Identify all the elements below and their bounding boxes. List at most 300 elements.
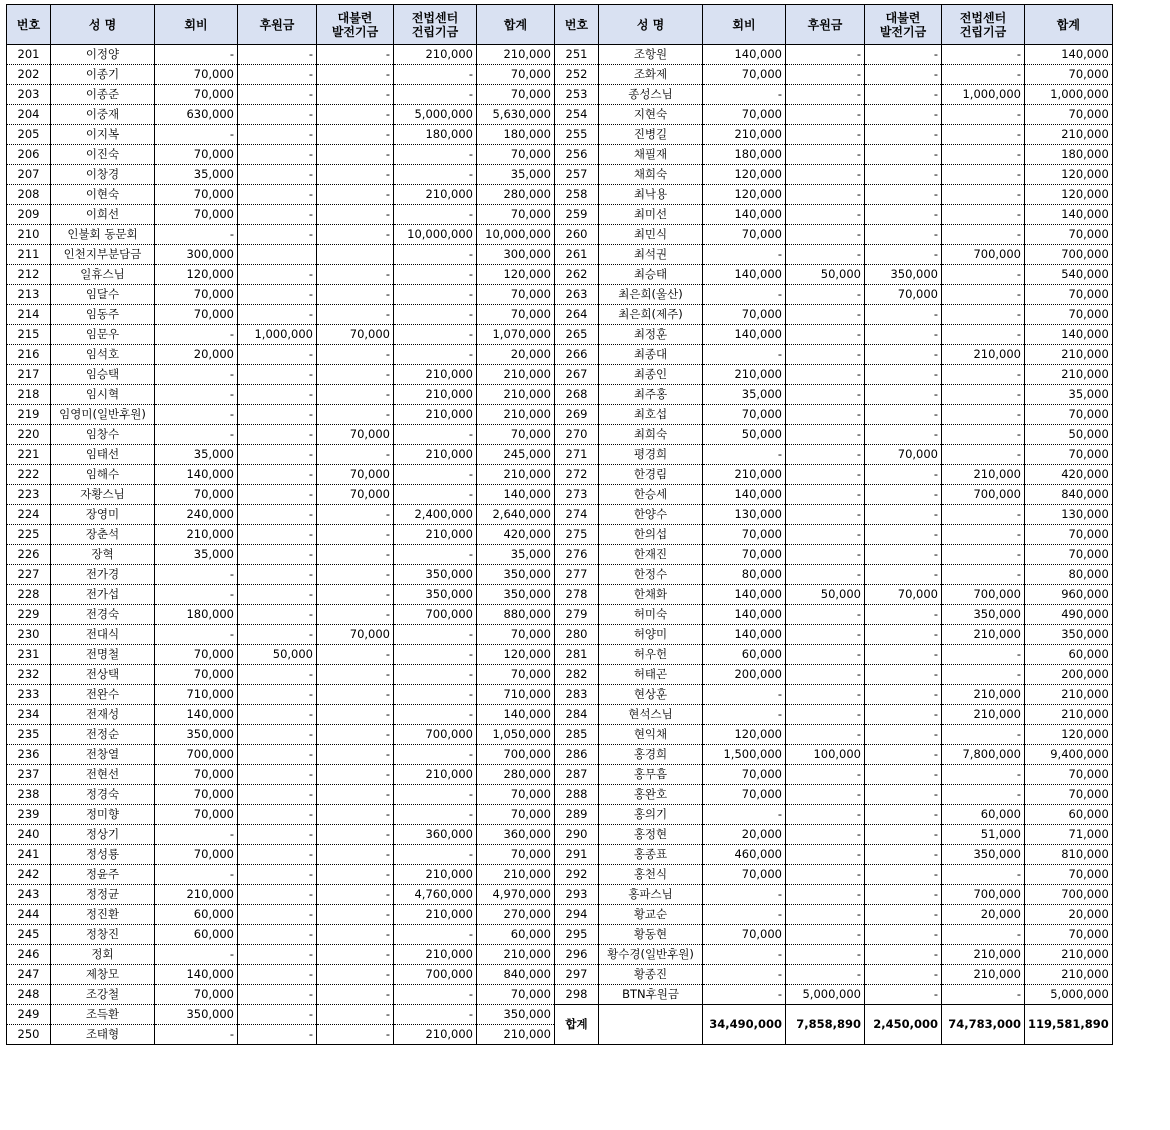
cell-name: 채필재 (599, 145, 703, 165)
cell-name: 홍의기 (599, 805, 703, 825)
cell-total: 210,000 (1025, 685, 1113, 705)
cell-total: 350,000 (1025, 625, 1113, 645)
cell-number: 225 (7, 525, 51, 545)
cell-development-fund: - (317, 785, 394, 805)
cell-total: 140,000 (477, 705, 555, 725)
table-row (7, 125, 1113, 145)
cell-total: 210,000 (477, 365, 555, 385)
cell-number: 284 (555, 705, 599, 725)
cell-development-fund: - (865, 425, 942, 445)
cell-development-fund: - (317, 565, 394, 585)
cell-number: 282 (555, 665, 599, 685)
cell-number: 231 (7, 645, 51, 665)
cell-total: 70,000 (1025, 785, 1113, 805)
table-row (7, 845, 1113, 865)
cell-total: 960,000 (1025, 585, 1113, 605)
cell-fee: - (703, 345, 786, 365)
cell-number: 238 (7, 785, 51, 805)
cell-center-fund: - (942, 765, 1025, 785)
cell-name: 최은희(울산) (599, 285, 703, 305)
cell-fee: 80,000 (703, 565, 786, 585)
cell-donation: - (786, 725, 865, 745)
cell-total: 540,000 (1025, 265, 1113, 285)
cell-name: 전가섭 (51, 585, 155, 605)
cell-development-fund: 70,000 (317, 425, 394, 445)
cell-fee: 70,000 (703, 225, 786, 245)
cell-name: 이희선 (51, 205, 155, 225)
table-row (7, 485, 1113, 505)
cell-total: 140,000 (1025, 45, 1113, 65)
table-row (7, 325, 1113, 345)
table-row (7, 425, 1113, 445)
cell-fee: 140,000 (703, 325, 786, 345)
cell-center-fund: - (394, 325, 477, 345)
cell-fee: 120,000 (703, 185, 786, 205)
cell-development-fund: - (865, 865, 942, 885)
cell-number: 278 (555, 585, 599, 605)
cell-number: 208 (7, 185, 51, 205)
cell-center-fund: - (942, 125, 1025, 145)
cell-number: 221 (7, 445, 51, 465)
cell-donation: - (786, 365, 865, 385)
cell-total: 120,000 (1025, 165, 1113, 185)
cell-number: 209 (7, 205, 51, 225)
cell-donation: - (238, 205, 317, 225)
cell-center-fund: - (942, 645, 1025, 665)
cell-number: 201 (7, 45, 51, 65)
cell-development-fund: - (317, 965, 394, 985)
cell-total: 1,070,000 (477, 325, 555, 345)
cell-development-fund: - (865, 505, 942, 525)
cell-development-fund: - (317, 585, 394, 605)
cell-donation: - (238, 565, 317, 585)
cell-donation: - (786, 465, 865, 485)
cell-development-fund: - (317, 405, 394, 425)
cell-donation: - (786, 625, 865, 645)
header-development-fund: 대불련 발전기금 (865, 5, 942, 45)
cell-total: 70,000 (477, 785, 555, 805)
cell-donation: - (786, 325, 865, 345)
table-row (7, 65, 1113, 85)
table-row (7, 505, 1113, 525)
cell-number: 207 (7, 165, 51, 185)
cell-name: 한정수 (599, 565, 703, 585)
cell-fee: 20,000 (155, 345, 238, 365)
cell-number: 276 (555, 545, 599, 565)
cell-total: 80,000 (1025, 565, 1113, 585)
cell-development-fund: - (317, 65, 394, 85)
cell-name: 전대식 (51, 625, 155, 645)
cell-fee: 70,000 (155, 985, 238, 1005)
cell-donation: - (238, 525, 317, 545)
cell-name: 이창경 (51, 165, 155, 185)
cell-development-fund: - (865, 545, 942, 565)
cell-name: 정성룡 (51, 845, 155, 865)
cell-donation: - (238, 285, 317, 305)
cell-center-fund: 210,000 (394, 905, 477, 925)
header-fee: 회비 (703, 5, 786, 45)
table-row (7, 445, 1113, 465)
cell-center-fund: - (394, 705, 477, 725)
cell-name: 이중재 (51, 105, 155, 125)
cell-development-fund: - (317, 285, 394, 305)
cell-development-fund: - (317, 345, 394, 365)
cell-number: 281 (555, 645, 599, 665)
cell-center-fund: - (942, 565, 1025, 585)
cell-total: 120,000 (477, 265, 555, 285)
cell-center-fund: 51,000 (942, 825, 1025, 845)
cell-development-fund: - (865, 345, 942, 365)
cell-fee: 70,000 (155, 805, 238, 825)
cell-development-fund: - (865, 665, 942, 685)
cell-number: 258 (555, 185, 599, 205)
cell-donation: - (238, 665, 317, 685)
cell-name: 최승태 (599, 265, 703, 285)
cell-center-fund: 210,000 (942, 625, 1025, 645)
cell-fee: 350,000 (155, 725, 238, 745)
cell-donation: - (238, 805, 317, 825)
cell-total: 210,000 (1025, 365, 1113, 385)
cell-donation: - (786, 245, 865, 265)
cell-donation: - (238, 845, 317, 865)
cell-total: 210,000 (1025, 965, 1113, 985)
cell-development-fund: - (317, 525, 394, 545)
cell-name: 이진숙 (51, 145, 155, 165)
cell-donation: - (786, 85, 865, 105)
cell-center-fund: - (394, 425, 477, 445)
cell-fee: 120,000 (703, 165, 786, 185)
cell-total: 880,000 (477, 605, 555, 625)
header-row (7, 5, 1113, 45)
cell-total: 180,000 (477, 125, 555, 145)
header-fee: 회비 (155, 5, 238, 45)
cell-development-fund: - (317, 545, 394, 565)
table-row (7, 605, 1113, 625)
cell-name: BTN후원금 (599, 985, 703, 1005)
cell-fee: 50,000 (703, 425, 786, 445)
cell-name: 최미선 (599, 205, 703, 225)
table-row (7, 705, 1113, 725)
cell-development-fund: 70,000 (865, 585, 942, 605)
cell-development-fund: - (317, 445, 394, 465)
table-row (7, 305, 1113, 325)
cell-fee: 630,000 (155, 105, 238, 125)
cell-center-fund: 350,000 (942, 845, 1025, 865)
cell-center-fund: - (394, 145, 477, 165)
cell-center-fund: 5,000,000 (394, 105, 477, 125)
cell-fee: 140,000 (703, 485, 786, 505)
cell-donation: - (786, 205, 865, 225)
total-label: 합계 (555, 1005, 599, 1045)
cell-development-fund: - (317, 845, 394, 865)
cell-total: 710,000 (477, 685, 555, 705)
cell-donation: - (238, 165, 317, 185)
cell-fee: - (155, 365, 238, 385)
cell-number: 202 (7, 65, 51, 85)
cell-development-fund: - (317, 925, 394, 945)
cell-center-fund: - (394, 805, 477, 825)
cell-fee: 70,000 (703, 865, 786, 885)
table-row (7, 665, 1113, 685)
cell-donation: - (786, 825, 865, 845)
cell-center-fund: 210,000 (942, 705, 1025, 725)
cell-name: 최은희(제주) (599, 305, 703, 325)
cell-fee: - (703, 885, 786, 905)
cell-development-fund: - (865, 385, 942, 405)
cell-name: 허우헌 (599, 645, 703, 665)
cell-name: 임동주 (51, 305, 155, 325)
cell-center-fund: - (394, 85, 477, 105)
cell-fee: 140,000 (703, 585, 786, 605)
cell-fee: 350,000 (155, 1005, 238, 1025)
cell-development-fund: - (317, 885, 394, 905)
cell-number: 242 (7, 865, 51, 885)
cell-number: 218 (7, 385, 51, 405)
cell-development-fund: - (317, 605, 394, 625)
cell-name: 한의섭 (599, 525, 703, 545)
cell-development-fund: 350,000 (865, 265, 942, 285)
cell-name: 최석권 (599, 245, 703, 265)
cell-name: 정진환 (51, 905, 155, 925)
cell-total: 810,000 (1025, 845, 1113, 865)
table-row (7, 825, 1113, 845)
cell-center-fund: - (394, 925, 477, 945)
cell-name: 정창진 (51, 925, 155, 945)
cell-total: 70,000 (477, 85, 555, 105)
table-row (7, 365, 1113, 385)
cell-development-fund: - (317, 305, 394, 325)
cell-fee: - (155, 585, 238, 605)
cell-donation: - (238, 765, 317, 785)
cell-number: 241 (7, 845, 51, 865)
cell-number: 252 (555, 65, 599, 85)
cell-center-fund: - (942, 305, 1025, 325)
cell-name: 최민식 (599, 225, 703, 245)
cell-number: 235 (7, 725, 51, 745)
cell-total: 245,000 (477, 445, 555, 465)
cell-donation: - (786, 905, 865, 925)
ledger-body (7, 45, 1113, 1045)
cell-center-fund: 210,000 (394, 45, 477, 65)
cell-development-fund: - (317, 705, 394, 725)
cell-number: 293 (555, 885, 599, 905)
cell-total: 210,000 (477, 405, 555, 425)
cell-fee: 70,000 (155, 765, 238, 785)
cell-fee: 700,000 (155, 745, 238, 765)
table-row (7, 185, 1113, 205)
cell-name: 이종준 (51, 85, 155, 105)
cell-center-fund: 210,000 (394, 185, 477, 205)
cell-center-fund: 350,000 (942, 605, 1025, 625)
cell-fee: 140,000 (155, 965, 238, 985)
cell-center-fund: - (942, 65, 1025, 85)
cell-total: 70,000 (1025, 285, 1113, 305)
cell-name: 인천지부분담금 (51, 245, 155, 265)
cell-center-fund: - (394, 245, 477, 265)
cell-number: 254 (555, 105, 599, 125)
cell-name: 채희숙 (599, 165, 703, 185)
cell-name: 자황스님 (51, 485, 155, 505)
cell-donation: 50,000 (786, 265, 865, 285)
cell-donation: 50,000 (238, 645, 317, 665)
cell-fee: 20,000 (703, 825, 786, 845)
cell-fee: 70,000 (155, 645, 238, 665)
cell-center-fund: 180,000 (394, 125, 477, 145)
cell-fee: 70,000 (155, 845, 238, 865)
cell-center-fund: - (394, 785, 477, 805)
cell-fee: 130,000 (703, 505, 786, 525)
cell-center-fund: 210,000 (942, 685, 1025, 705)
cell-name: 정윤주 (51, 865, 155, 885)
cell-fee: 70,000 (703, 105, 786, 125)
cell-number: 210 (7, 225, 51, 245)
cell-donation: - (786, 545, 865, 565)
cell-number: 297 (555, 965, 599, 985)
ledger-table (6, 4, 1113, 1045)
cell-center-fund: - (942, 165, 1025, 185)
table-row (7, 765, 1113, 785)
cell-center-fund: - (394, 545, 477, 565)
cell-fee: 70,000 (703, 405, 786, 425)
cell-development-fund: - (865, 825, 942, 845)
cell-center-fund: 210,000 (942, 945, 1025, 965)
cell-development-fund: - (865, 165, 942, 185)
cell-development-fund: 70,000 (865, 285, 942, 305)
cell-center-fund: 210,000 (394, 405, 477, 425)
cell-donation: - (786, 565, 865, 585)
cell-number: 273 (555, 485, 599, 505)
cell-number: 219 (7, 405, 51, 425)
header-donation: 후원금 (786, 5, 865, 45)
table-row (7, 805, 1113, 825)
cell-center-fund: - (942, 105, 1025, 125)
cell-center-fund: - (394, 345, 477, 365)
cell-total: 70,000 (477, 285, 555, 305)
cell-number: 287 (555, 765, 599, 785)
cell-total: 70,000 (1025, 525, 1113, 545)
table-row (7, 925, 1113, 945)
cell-number: 234 (7, 705, 51, 725)
cell-number: 257 (555, 165, 599, 185)
cell-center-fund: 2,400,000 (394, 505, 477, 525)
cell-donation: - (786, 165, 865, 185)
cell-number: 215 (7, 325, 51, 345)
cell-donation: - (238, 725, 317, 745)
cell-donation: - (786, 605, 865, 625)
cell-development-fund: - (317, 145, 394, 165)
cell-development-fund: - (865, 685, 942, 705)
cell-fee: 60,000 (703, 645, 786, 665)
cell-number: 205 (7, 125, 51, 145)
cell-donation: - (238, 865, 317, 885)
header-total: 합계 (477, 5, 555, 45)
cell-development-fund: - (865, 765, 942, 785)
cell-development-fund: - (865, 405, 942, 425)
cell-number: 285 (555, 725, 599, 745)
cell-development-fund: - (865, 905, 942, 925)
cell-total: 70,000 (1025, 765, 1113, 785)
cell-total: 70,000 (477, 985, 555, 1005)
table-row (7, 265, 1113, 285)
cell-name: 제창모 (51, 965, 155, 985)
cell-center-fund: - (942, 445, 1025, 465)
cell-donation: 100,000 (786, 745, 865, 765)
cell-development-fund: - (317, 385, 394, 405)
cell-fee: 70,000 (155, 145, 238, 165)
cell-total: 140,000 (1025, 205, 1113, 225)
table-row (7, 205, 1113, 225)
cell-number: 224 (7, 505, 51, 525)
cell-fee: 70,000 (703, 765, 786, 785)
cell-center-fund: 10,000,000 (394, 225, 477, 245)
cell-fee: - (155, 405, 238, 425)
cell-fee: 70,000 (155, 285, 238, 305)
cell-center-fund: 700,000 (394, 725, 477, 745)
cell-total: 70,000 (1025, 65, 1113, 85)
cell-center-fund: - (394, 685, 477, 705)
cell-name: 전가경 (51, 565, 155, 585)
cell-name: 허양미 (599, 625, 703, 645)
cell-fee: 710,000 (155, 685, 238, 705)
cell-center-fund: 1,000,000 (942, 85, 1025, 105)
cell-fee: 70,000 (155, 305, 238, 325)
cell-development-fund: - (865, 365, 942, 385)
cell-number: 211 (7, 245, 51, 265)
cell-name: 황교순 (599, 905, 703, 925)
cell-total: 70,000 (477, 845, 555, 865)
cell-total: 1,050,000 (477, 725, 555, 745)
cell-total: 210,000 (477, 45, 555, 65)
cell-fee: - (703, 285, 786, 305)
cell-center-fund: - (942, 405, 1025, 425)
cell-total: 210,000 (477, 865, 555, 885)
cell-fee: - (703, 685, 786, 705)
cell-number: 277 (555, 565, 599, 585)
cell-fee: - (703, 905, 786, 925)
cell-center-fund: - (942, 325, 1025, 345)
cell-center-fund: 700,000 (394, 605, 477, 625)
cell-center-fund: - (942, 505, 1025, 525)
cell-development-fund: - (865, 605, 942, 625)
table-row (7, 965, 1113, 985)
cell-total: 420,000 (1025, 465, 1113, 485)
table-row (7, 585, 1113, 605)
cell-name: 전경숙 (51, 605, 155, 625)
cell-number: 204 (7, 105, 51, 125)
cell-fee: 35,000 (155, 545, 238, 565)
cell-total: 70,000 (1025, 445, 1113, 465)
cell-center-fund: - (394, 845, 477, 865)
cell-donation: - (786, 865, 865, 885)
cell-total: 200,000 (1025, 665, 1113, 685)
cell-name: 홍경희 (599, 745, 703, 765)
cell-name: 이종기 (51, 65, 155, 85)
cell-donation: - (238, 1025, 317, 1045)
cell-donation: - (786, 705, 865, 725)
cell-fee: 200,000 (703, 665, 786, 685)
cell-name: 홍파스님 (599, 885, 703, 905)
cell-donation: - (238, 145, 317, 165)
cell-name: 최주홍 (599, 385, 703, 405)
table-row (7, 525, 1113, 545)
cell-total: 70,000 (477, 805, 555, 825)
cell-fee: 70,000 (155, 665, 238, 685)
cell-fee: 140,000 (703, 625, 786, 645)
cell-number: 249 (7, 1005, 51, 1025)
cell-total: 280,000 (477, 765, 555, 785)
cell-total: 300,000 (477, 245, 555, 265)
cell-number: 272 (555, 465, 599, 485)
